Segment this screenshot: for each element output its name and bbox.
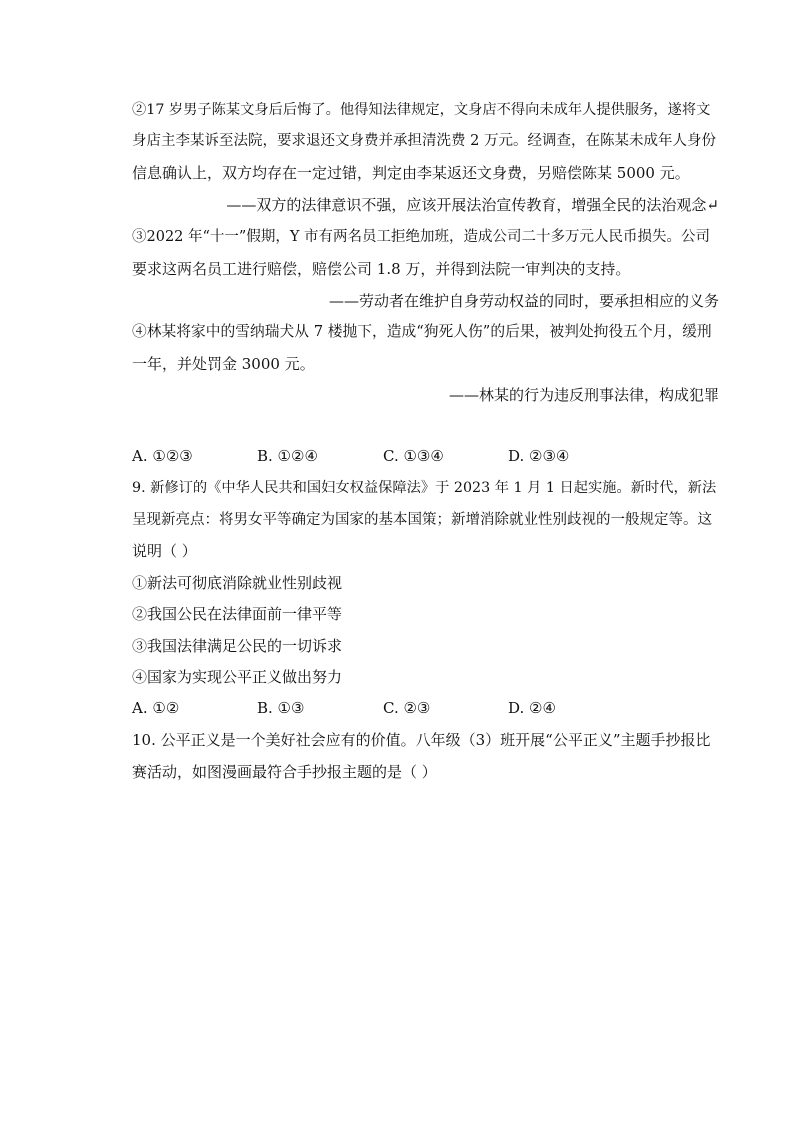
q8-option-c: C. ①③④ bbox=[383, 447, 444, 465]
q9-item-4: ④国家为实现公平正义做出努力 bbox=[132, 668, 343, 686]
q9-option-d: D. ②④ bbox=[508, 699, 556, 717]
q9-item-3: ③我国法律满足公民的一切诉求 bbox=[132, 637, 343, 655]
case4-line-2: 一年，并处罚金 3000 元。 bbox=[132, 355, 315, 373]
q9-option-b: B. ①③ bbox=[257, 699, 305, 717]
case3-line-2: 要求这两名员工进行赔偿，赔偿公司 1.8 万，并得到法院一审判决的支持。 bbox=[132, 260, 631, 278]
case4-line-1: ④林某将家中的雪纳瑞犬从 7 楼抛下，造成“狗死人伤”的后果，被判处拘役五个月，缓刑 bbox=[132, 323, 712, 340]
q9-stem-line-2: 呈现新亮点：将男女平等确定为国家的基本国策；新增消除就业性别歧视的一般规定等。这 bbox=[132, 512, 712, 528]
q10-stem-line-1: 10. 公平正义是一个美好社会应有的价值。八年级（3）班开展“公平正义”主题手抄报比 bbox=[132, 731, 711, 749]
case4-conclusion: ——林某的行为违反刑事法律，构成犯罪 bbox=[448, 386, 719, 404]
case3-line-1: ③2022 年“十一”假期，Y 市有两名员工拒绝加班，造成公司二十多万元人民币损失。公司 bbox=[132, 229, 711, 245]
q8-option-d: D. ②③④ bbox=[508, 447, 570, 465]
q9-stem-line-3: 说明（ ） bbox=[132, 542, 197, 560]
q9-item-1: ①新法可彻底消除就业性别歧视 bbox=[132, 574, 343, 592]
q9-item-2: ②我国公民在法律面前一律平等 bbox=[132, 605, 343, 623]
case2-line-1: ②17 岁男子陈某文身后后悔了。他得知法律规定，文身店不得向未成年人提供服务，遂将文 bbox=[132, 102, 711, 118]
q9-option-c: C. ②③ bbox=[383, 699, 431, 717]
case3-conclusion: ——劳动者在维护自身劳动权益的同时，要承担相应的义务 bbox=[328, 292, 719, 310]
case2-conclusion: ——双方的法律意识不强，应该开展法治宣传教育，增强全民的法治观念↵ bbox=[226, 196, 719, 214]
q8-option-a: A. ①②③ bbox=[132, 447, 193, 465]
q10-stem-line-2: 赛活动，如图漫画最符合手抄报主题的是（ ） bbox=[132, 763, 437, 781]
case2-line-3: 信息确认上，双方均存在一定过错，判定由李某返还文身费，另赔偿陈某 5000 元。 bbox=[132, 164, 690, 182]
q8-option-b: B. ①②④ bbox=[257, 447, 318, 465]
case2-line-2: 身店主李某诉至法院，要求退还文身费并承担清洗费 2 万元。经调查，在陈某未成年人身份 bbox=[132, 133, 716, 149]
q9-option-a: A. ①② bbox=[132, 699, 180, 717]
q9-stem-line-1: 9. 新修订的《中华人民共和国妇女权益保障法》于 2023 年 1 月 1 日起实施。新时代，新法 bbox=[132, 480, 717, 496]
